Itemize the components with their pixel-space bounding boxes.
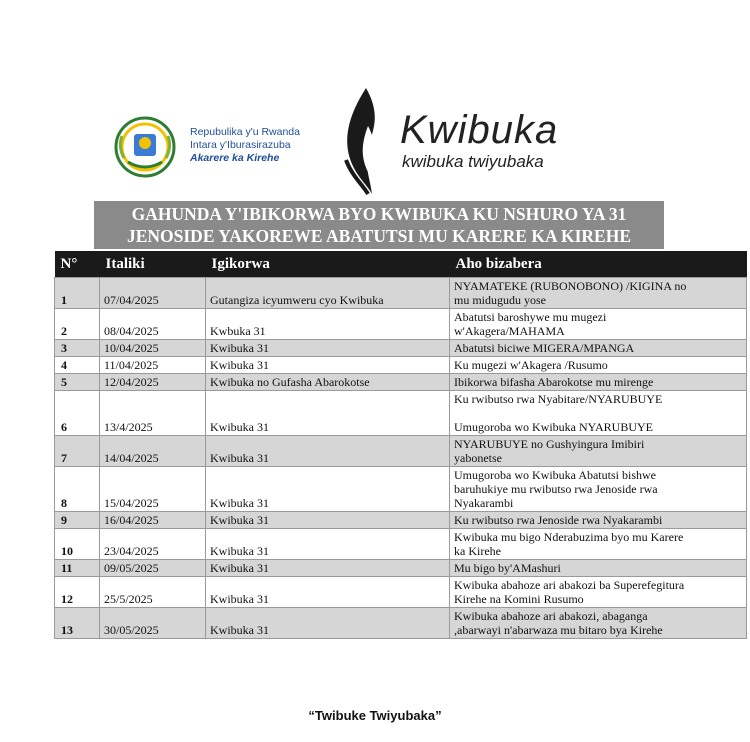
government-label xyxy=(190,126,300,165)
province-name: Intara y'Iburasirazuba xyxy=(190,139,291,151)
row-place xyxy=(450,512,747,529)
row-activity: Kwibuka 31 xyxy=(206,357,450,374)
place-line: ,abarwayi n'abarwaza mu bitaro bya Kirehe xyxy=(454,623,663,637)
row-place xyxy=(450,357,747,374)
row-number: 6 xyxy=(55,391,100,436)
republic-name: Repubulika y'u Rwanda xyxy=(190,126,300,138)
row-activity: Kwibuka 31 xyxy=(206,560,450,577)
place-line: NYARUBUYE no Gushyingura Imibiri xyxy=(454,437,645,451)
place-line: Ku rwibutso rwa Jenoside rwa Nyakarambi xyxy=(454,513,663,527)
page-title xyxy=(94,201,664,249)
place-line: Kirehe na Komini Rusumo xyxy=(454,592,584,606)
place-line: Kwibuka abahoze ari abakozi ba Superefegitura xyxy=(454,578,685,592)
rwanda-coat-of-arms-icon xyxy=(108,116,182,178)
row-place xyxy=(450,309,747,340)
row-number: 8 xyxy=(55,467,100,512)
place-line: w'Akagera/MAHAMA xyxy=(454,324,565,338)
place-line: mu midugudu yose xyxy=(454,293,546,307)
row-activity: Kwibuka 31 xyxy=(206,436,450,467)
kwibuka-flame-icon xyxy=(338,86,390,196)
row-date: 25/5/2025 xyxy=(100,577,206,608)
row-date: 12/04/2025 xyxy=(100,374,206,391)
row-number: 12 xyxy=(55,577,100,608)
row-date: 11/04/2025 xyxy=(100,357,206,374)
place-line: baruhukiye mu rwibutso rwa Jenoside rwa xyxy=(454,482,658,496)
table-row xyxy=(55,577,747,608)
row-number: 3 xyxy=(55,340,100,357)
row-number: 11 xyxy=(55,560,100,577)
place-line: Kwibuka mu bigo Nderabuzima byo mu Karere xyxy=(454,530,684,544)
column-header-number: N° xyxy=(55,251,100,278)
place-line: Umugoroba wo Kwibuka Abatutsi bishwe xyxy=(454,468,656,482)
row-date: 08/04/2025 xyxy=(100,309,206,340)
row-date: 07/04/2025 xyxy=(100,278,206,309)
row-number: 2 xyxy=(55,309,100,340)
row-number: 7 xyxy=(55,436,100,467)
place-line: ka Kirehe xyxy=(454,544,501,558)
place-line: Kwibuka abahoze ari abakozi, abaganga xyxy=(454,609,648,623)
row-number: 13 xyxy=(55,608,100,639)
row-number: 9 xyxy=(55,512,100,529)
brand-title: Kwibuka xyxy=(400,108,559,152)
brand-subtitle: kwibuka twiyubaka xyxy=(402,152,544,171)
table-row xyxy=(55,529,747,560)
row-place xyxy=(450,529,747,560)
row-place xyxy=(450,278,747,309)
row-date: 23/04/2025 xyxy=(100,529,206,560)
place-line: Umugoroba wo Kwibuka NYARUBUYE xyxy=(454,420,653,434)
place-line: Abatutsi biciwe MIGERA/MPANGA xyxy=(454,341,635,355)
place-line: Ku mugezi w'Akagera /Rusumo xyxy=(454,358,608,372)
header xyxy=(0,0,750,200)
row-activity: Gutangiza icyumweru cyo Kwibuka xyxy=(206,278,450,309)
row-place xyxy=(450,560,747,577)
title-line-1: GAHUNDA Y'IBIKORWA BYO KWIBUKA KU NSHURO YA 31 xyxy=(131,204,627,224)
row-number: 10 xyxy=(55,529,100,560)
row-place xyxy=(450,340,747,357)
schedule-table xyxy=(54,251,747,639)
row-activity: Kwbuka 31 xyxy=(206,309,450,340)
row-date: 15/04/2025 xyxy=(100,467,206,512)
column-header-activity: Igikorwa xyxy=(206,251,450,278)
place-line: Ibikorwa bifasha Abarokotse mu mirenge xyxy=(454,375,654,389)
column-header-date: Italiki xyxy=(100,251,206,278)
row-date: 13/4/2025 xyxy=(100,391,206,436)
title-line-2: JENOSIDE YAKOREWE ABATUTSI MU KARERE KA KIREHE xyxy=(126,226,632,246)
row-number: 1 xyxy=(55,278,100,309)
footer-slogan: “Twibuke Twiyubaka” xyxy=(308,708,442,723)
row-place xyxy=(450,374,747,391)
place-line: Nyakarambi xyxy=(454,496,514,510)
table-row xyxy=(55,467,747,512)
place-line: Mu bigo by'AMashuri xyxy=(454,561,561,575)
row-date: 30/05/2025 xyxy=(100,608,206,639)
place-line: Ku rwibutso rwa Nyabitare/NYARUBUYE xyxy=(454,392,663,406)
table-row xyxy=(55,374,747,391)
table-row xyxy=(55,357,747,374)
row-date: 10/04/2025 xyxy=(100,340,206,357)
row-activity: Kwibuka 31 xyxy=(206,608,450,639)
row-activity: Kwibuka 31 xyxy=(206,529,450,560)
row-activity: Kwibuka 31 xyxy=(206,391,450,436)
table-row xyxy=(55,512,747,529)
row-place xyxy=(450,577,747,608)
row-activity: Kwibuka 31 xyxy=(206,577,450,608)
place-line: yabonetse xyxy=(454,451,502,465)
table-row xyxy=(55,309,747,340)
row-number: 5 xyxy=(55,374,100,391)
table-body xyxy=(55,278,747,639)
table-row xyxy=(55,608,747,639)
row-place xyxy=(450,436,747,467)
kwibuka-logo xyxy=(400,108,558,172)
table-row xyxy=(55,560,747,577)
row-activity: Kwibuka 31 xyxy=(206,512,450,529)
column-header-place: Aho bizabera xyxy=(450,251,747,278)
place-line xyxy=(454,406,742,420)
row-activity: Kwibuka no Gufasha Abarokotse xyxy=(206,374,450,391)
row-number: 4 xyxy=(55,357,100,374)
place-line: Abatutsi baroshywe mu mugezi xyxy=(454,310,607,324)
row-date: 16/04/2025 xyxy=(100,512,206,529)
district-name: Akarere ka Kirehe xyxy=(190,152,280,164)
row-place xyxy=(450,467,747,512)
place-line: NYAMATEKE (RUBONOBONO) /KIGINA no xyxy=(454,279,687,293)
row-place xyxy=(450,608,747,639)
row-date: 14/04/2025 xyxy=(100,436,206,467)
row-activity: Kwibuka 31 xyxy=(206,467,450,512)
table-header-row xyxy=(55,251,747,278)
table-row xyxy=(55,436,747,467)
table-row xyxy=(55,278,747,309)
table-row xyxy=(55,391,747,436)
row-date: 09/05/2025 xyxy=(100,560,206,577)
table-row xyxy=(55,340,747,357)
row-activity: Kwibuka 31 xyxy=(206,340,450,357)
row-place xyxy=(450,391,747,436)
